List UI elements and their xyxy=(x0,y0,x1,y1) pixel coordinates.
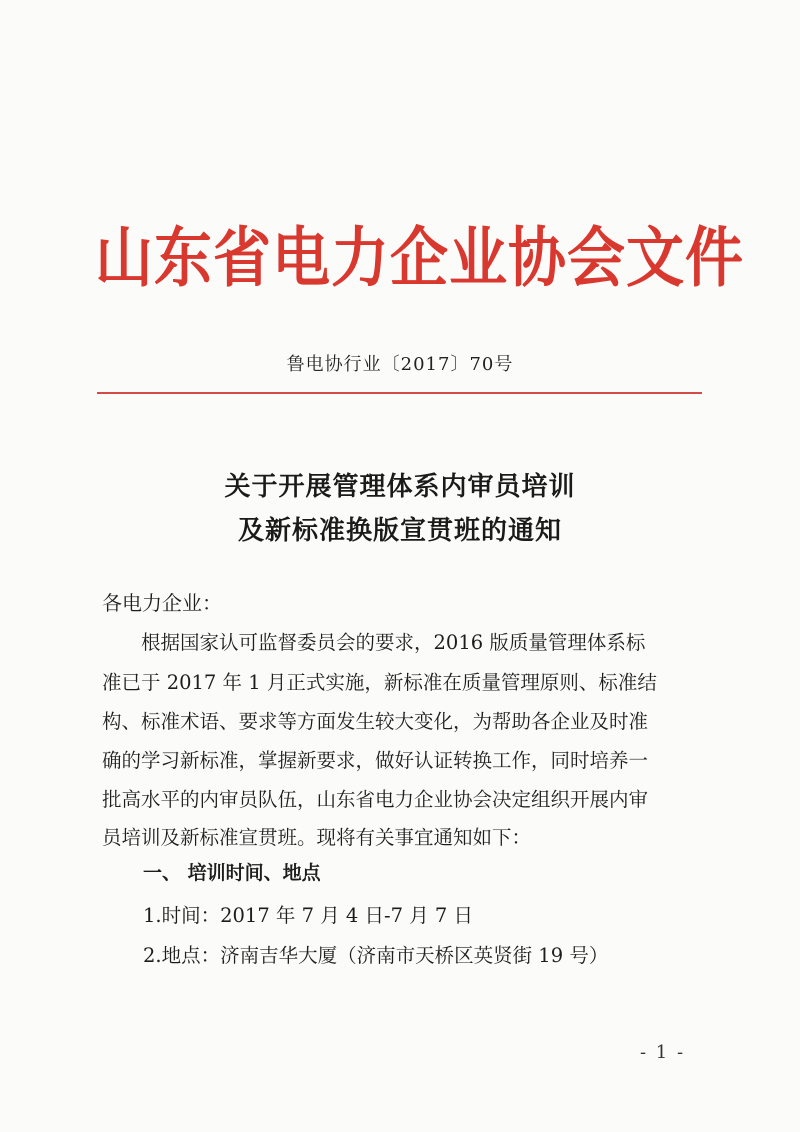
notice-title-line-1: 关于开展管理体系内审员培训 xyxy=(224,472,576,502)
red-divider-line xyxy=(97,392,702,394)
paragraph-line: 准已于 2017 年 1 月正式实施，新标准在质量管理原则、标准结 xyxy=(102,671,657,694)
paragraph-line: 根据国家认可监督委员会的要求，2016 版质量管理体系标 xyxy=(102,631,646,654)
training-location-item: 2.地点：济南吉华大厦（济南市天桥区英贤街 19 号） xyxy=(143,944,609,967)
section-heading-training-time-place: 一、 培训时间、地点 xyxy=(143,862,321,884)
paragraph-line: 确的学习新标准，掌握新要求，做好认证转换工作，同时培养一 xyxy=(102,749,649,772)
salutation: 各电力企业： xyxy=(102,591,222,615)
notice-title-line-2: 及新标准换版宣贯班的通知 xyxy=(237,516,562,546)
paragraph-line: 员培训及新标准宣贯班。现将有关事宜通知如下： xyxy=(102,826,532,849)
masthead-title: 山东省电力企业协会文件 xyxy=(95,219,745,296)
paragraph-line: 批高水平的内审员队伍，山东省电力企业协会决定组织开展内审 xyxy=(102,788,649,811)
paragraph-line: 构、标准术语、要求等方面发生较大变化，为帮助各企业及时准 xyxy=(102,710,649,733)
page-number: - 1 - xyxy=(640,1042,686,1063)
document-number: 鲁电协行业〔2017〕70号 xyxy=(286,354,514,375)
training-time-item: 1.时间：2017 年 7 月 4 日-7 月 7 日 xyxy=(143,904,474,927)
